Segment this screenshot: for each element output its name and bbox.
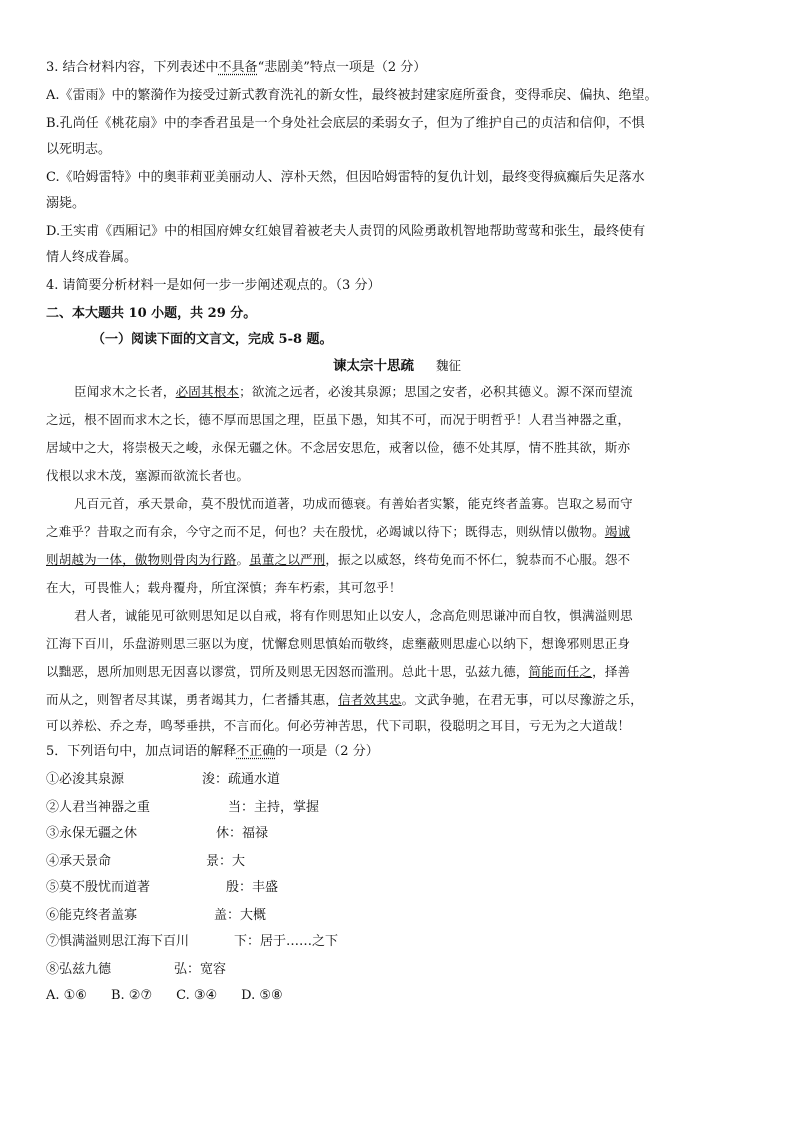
passage-p1-line-3: 居域中之大，将崇极天之峻，永保无疆之休。不念居安思危，戒奢以俭，德不处其厚，情不胜其欲，斯亦 (46, 440, 631, 455)
passage-p3-line-3 (46, 662, 752, 682)
text-segment: ；欲流之远者，必浚其泉源；思国之安者，必积其德义。源不深而望流 (239, 384, 633, 399)
q5-item-phrase: ①必浚其泉源 (46, 772, 125, 787)
text-segment: 而从之，则智者尽其谋，勇者竭其力，仁者播其惠， (46, 692, 339, 707)
question-3-option-a: A.《雷雨》中的繁漪作为接受过新式教育洗礼的新女性，最终被封建家庭所蚕食，变得乖戾、偏执、绝望。 (46, 88, 658, 103)
q5-item-explanation: 景：大 (206, 854, 246, 869)
q5-item-explanation: 殷：丰盛 (226, 880, 279, 895)
text-segment: ，振之以威怒，终苟免而不怀仁，貌恭而不心服。怨不 (325, 552, 631, 567)
q5-item-phrase: ⑦惧满溢则思江海下百川 (46, 934, 190, 949)
text-segment: 。 (236, 552, 250, 567)
text-segment: 。文武争驰，在君无事，可以尽豫游之乐， (401, 692, 643, 707)
question-3-text: 3. 结合材料内容，下列表述中 (46, 60, 219, 75)
underlined-segment: 竭诚 (604, 524, 631, 539)
choice-d: D. ⑤⑧ (241, 988, 283, 1003)
underlined-segment: 简能而任之 (528, 664, 593, 679)
passage-p2-line-1: 凡百元首，承天景命，莫不殷忧而道著，功成而德衰。有善始者实繁，能克终者盖寡。岂取之易而守 (74, 496, 633, 511)
q5-item-phrase: ⑥能克终者盖寡 (46, 908, 138, 923)
question-5-stem (46, 742, 752, 762)
choice-a: A. ①⑥ (46, 988, 87, 1003)
question-3-option-b-cont: 以死明志。 (46, 142, 112, 157)
text-segment: 以黜恶，恩所加则思无因喜以谬赏，罚所及则思无因怒而滥刑。总此十思，弘兹九德， (46, 664, 529, 679)
question-3-option-b: B.孔尚任《桃花扇》中的李香君虽是一个身处社会底层的柔弱女子，但为了维护自己的贞洁和信仰，不惧 (46, 116, 645, 131)
question-3-option-c-cont: 溺毙。 (46, 196, 86, 211)
choice-c: C. ③④ (176, 988, 218, 1003)
underlined-segment: 虽董之以严刑 (249, 552, 326, 567)
passage-p2-line-2 (46, 522, 752, 542)
q5-item-phrase: ②人君当神器之重 (46, 800, 151, 815)
question-5-text: 5．下列语句中，加点词语的解释 (46, 744, 237, 759)
choice-b: B. ②⑦ (110, 988, 153, 1003)
question-3-emphasis: 不具备 (218, 60, 258, 75)
question-3-option-d-cont: 情人终成眷属。 (46, 250, 138, 265)
passage-p2-line-4: 在大，可畏惟人；载舟覆舟，所宜深慎；奔车朽索，其可忽乎！ (46, 580, 402, 595)
passage-author: 魏征 (435, 358, 461, 373)
q5-item-phrase: ⑤莫不殷忧而道著 (46, 880, 151, 895)
q5-item-explanation: 弘：宽容 (174, 962, 227, 977)
underlined-segment: 必固其根本 (175, 384, 240, 399)
question-4: 4. 请简要分析材料一是如何一步一步阐述观点的。（3 分） (46, 278, 381, 293)
q5-item-phrase: ⑧弘兹九德 (46, 962, 112, 977)
underlined-segment: 信者效其忠 (338, 692, 402, 707)
text-segment: ，择善 (592, 664, 631, 679)
q5-item-explanation: 下：居于……之下 (234, 934, 339, 949)
underlined-segment: 则胡越为一体，傲物则骨肉为行路 (46, 552, 237, 567)
passage-title-line (0, 356, 794, 376)
q5-item-explanation: 浚：疏通水道 (202, 772, 281, 787)
question-5-emphasis: 不正确 (236, 744, 276, 759)
passage-p2-line-3 (46, 550, 752, 570)
section-2-heading: 二、本大题共 10 小题，共 29 分。 (46, 306, 257, 321)
question-3-option-c: C.《哈姆雷特》中的奥菲莉亚美丽动人、淳朴天然，但因哈姆雷特的复仇计划，最终变得疯癫后失足落水 (46, 170, 645, 185)
passage-p3-line-4 (46, 690, 752, 710)
text-segment: 臣闻求木之长者， (74, 384, 176, 399)
q5-item-explanation: 盖：大概 (214, 908, 267, 923)
passage-p1-line-4: 伐根以求木茂，塞源而欲流长者也。 (46, 468, 250, 483)
question-3-option-d: D.王实甫《西厢记》中的相国府婢女红娘冒着被老夫人责罚的风险勇敢机智地帮助莺莺和张生，最终使有 (46, 224, 646, 239)
q5-item-phrase: ③永保无疆之休 (46, 826, 138, 841)
subsection-1-heading: （一）阅读下面的文言文，完成 5-8 题。 (92, 332, 333, 347)
q5-item-phrase: ④承天景命 (46, 854, 112, 869)
question-3-text-end: “悲剧美”特点一项是（2 分） (257, 60, 427, 75)
text-segment: 之难乎？昔取之而有余，今守之而不足，何也？夫在殷忧，必竭诚以待下；既得志，则纵情以傲物。 (46, 524, 605, 539)
passage-p3-line-5: 可以养松、乔之寿，鸣琴垂拱，不言而化。何必劳神苦思，代下司职，役聪明之耳目，亏无为之大道哉！ (46, 718, 631, 733)
q5-item-explanation: 当：主持，掌握 (228, 800, 320, 815)
passage-p3-line-1: 君人者，诚能见可欲则思知足以自戒，将有作则思知止以安人，念高危则思谦冲而自牧，惧满溢则思 (74, 608, 633, 623)
question-5-text-end: 的一项是（2 分） (275, 744, 379, 759)
passage-p1-line-2: 之远，根不固而求木之长，德不厚而思国之理，臣虽下愚，知其不可，而况于明哲乎！人君当神器之重， (46, 412, 631, 427)
passage-p3-line-2: 江海下百川，乐盘游则思三驱以为度，忧懈怠则思慎始而敬终，虑壅蔽则思虚心以纳下，想谗邪则思正身 (46, 636, 631, 651)
passage-title: 谏太宗十思疏 (332, 358, 414, 374)
question-5-choices (46, 986, 307, 1006)
passage-p1-line-1 (74, 382, 752, 402)
question-3-stem (46, 58, 752, 78)
q5-item-explanation: 休：福禄 (216, 826, 269, 841)
